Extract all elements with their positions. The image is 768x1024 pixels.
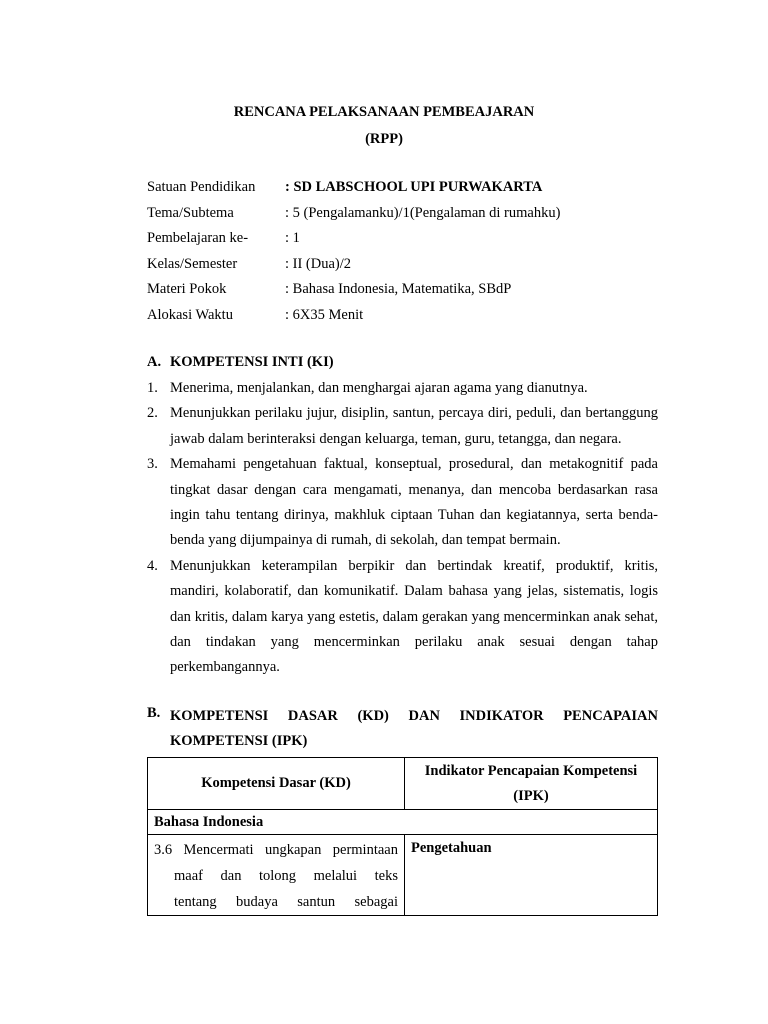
identity-value: : Bahasa Indonesia, Matematika, SBdP [285,281,512,297]
list-text: Menunjukkan keterampilan berpikir dan bertindak kreatif, produktif, kritis, mandiri, kolaboratif, dan komunikatif. Dalam bahasa yang jelas, sistematis, logis dan kritis, dalam karya yang estetis, dalam gerakan yang mencerminkan anak sehat, dan tindakan yang mencerminkan perilaku anak sesuai dengan tahap perkembangannya. [170,557,658,676]
header-text: (IPK) [513,788,549,804]
table-kd-cell [148,835,405,916]
section-letter: A. [147,354,162,370]
list-item [147,401,658,452]
table-row [148,810,658,835]
identity-label: Alokasi Waktu [147,307,233,323]
header-text: Indikator Pencapaian Kompetensi [424,763,638,779]
identity-label: Kelas/Semester [147,256,238,272]
identity-value: : II (Dua)/2 [285,256,352,272]
identity-label: Pembelajaran ke- [147,230,249,246]
list-item [147,452,658,554]
list-item [147,554,658,681]
identity-label: Tema/Subtema [147,205,234,221]
kd-text-line: 3.6 Mencermati ungkapan permintaan [154,842,398,858]
list-number: 4. [147,557,158,574]
identity-value: : 1 [285,230,300,246]
list-item [147,376,658,401]
identity-value: : 6X35 Menit [285,307,364,323]
identity-label: Materi Pokok [147,281,227,297]
table-row [148,835,658,916]
table-header-ipk [405,758,658,810]
kd-text-line: tentang budaya santun sebagai [174,894,398,910]
kd-ipk-table [147,757,658,916]
list-text: Memahami pengetahuan faktual, konseptual, prosedural, dan metakognitif pada tingkat dasar dengan cara mengamati, menanya, dan mencoba berdasarkan rasa ingin tahu tentang dirinya, makhluk ciptaan Tuhan dan kegiatannya, serta benda-benda yang dijumpainya di rumah, di sekolah, dan tempat bermain. [170,456,658,549]
table-ipk-cell [405,835,658,916]
section-title: KOMPETENSI INTI (KI) [170,354,334,370]
section-letter: B. [147,705,161,721]
table-header-row [148,758,658,810]
list-number: 2. [147,405,158,422]
section-b-heading-cont: KOMPETENSI (IPK) [170,733,308,749]
list-text: Menunjukkan perilaku jujur, disiplin, santun, percaya diri, peduli, dan bertanggung jawab dalam berinteraksi dengan keluarga, teman, guru, tetangga, dan negara. [170,405,658,447]
list-number: 1. [147,380,158,396]
ipk-label: Pengetahuan [411,840,492,856]
subject-text: Bahasa Indonesia [154,814,264,830]
ki-list [147,376,658,681]
header-text: Kompetensi Dasar (KD) [201,775,351,791]
identity-value: : 5 (Pengalamanku)/1(Pengalaman di rumahku) [285,205,561,221]
table-subject-cell [148,810,658,835]
kd-text-line: maaf dan tolong melalui teks [174,868,398,884]
list-number: 3. [147,456,158,473]
identity-label: Satuan Pendidikan [147,179,256,195]
document-title: RENCANA PELAKSANAAN PEMBEAJARAN [233,104,535,120]
section-b-heading: KOMPETENSI DASAR (KD) DAN INDIKATOR PENCAPAIAN [170,708,658,724]
document-subtitle: (RPP) [365,131,403,147]
identity-value: : SD LABSCHOOL UPI PURWAKARTA [285,179,543,195]
table-header-kd [148,758,405,810]
list-text: Menerima, menjalankan, dan menghargai ajaran agama yang dianutnya. [170,380,588,396]
